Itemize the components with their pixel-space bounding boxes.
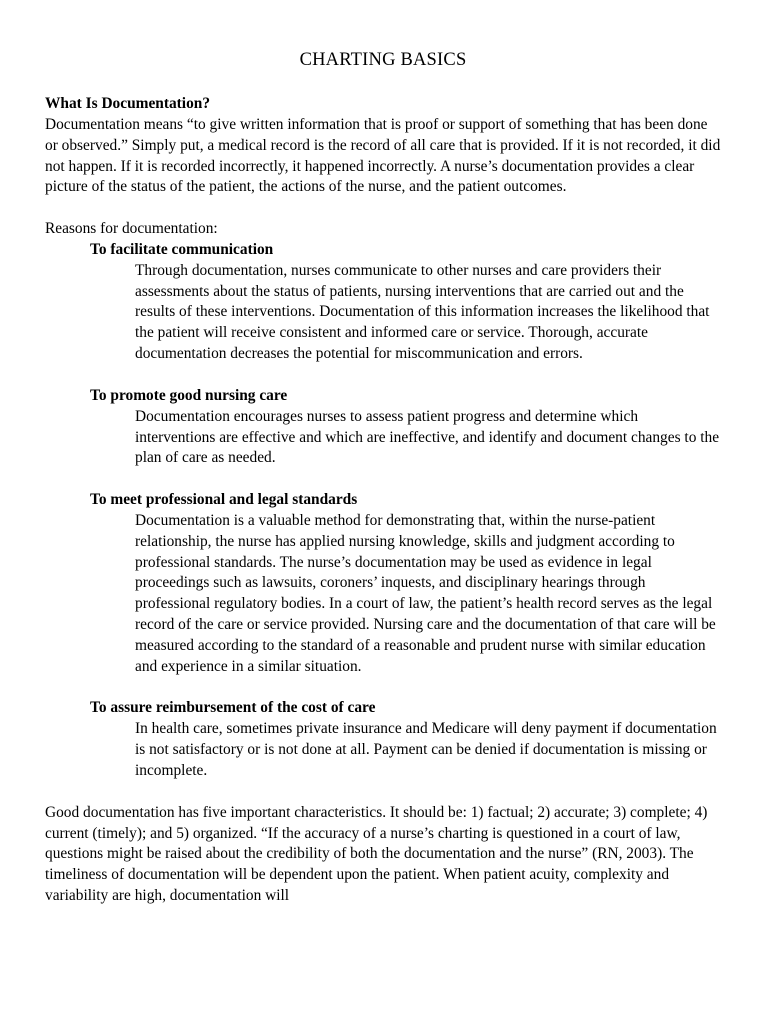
intro-paragraph: Documentation means “to give written information that is proof or support of something that has been done or observed.” Simply put, a medical record is the record of all care that is provided. If it is not recorded, it did not happen. If it is recorded incorrectly, it happened incorrectly. A nurse’s documentation provides a clear picture of the status of the patient, the actions of the nurse, and the patient outcomes. bbox=[45, 115, 721, 196]
document-page bbox=[45, 48, 721, 907]
reason-body: In health care, sometimes private insurance and Medicare will deny payment if documentation is not satisfactory or is not done at all. Payment can be denied if documentation is missing or incomplete. bbox=[135, 720, 717, 779]
reason-block-legal-standards bbox=[45, 490, 721, 678]
reason-heading: To assure reimbursement of the cost of care bbox=[90, 699, 376, 717]
reason-body: Documentation is a valuable method for demonstrating that, within the nurse-patient relationship, the nurse has applied nursing knowledge, skills and judgment according to professional standards. The nurse’s documentation may be used as evidence in legal proceedings such as lawsuits, coroners’ inquests, and disciplinary hearings through professional regulatory bodies. In a court of law, the patient’s health record serves as the legal record of the care or service provided. Nursing care and the documentation of that care will be measured according to the standard of a reasonable and prudent nurse with similar education and experience in a similar situation. bbox=[135, 511, 716, 675]
reason-heading: To promote good nursing care bbox=[90, 386, 288, 404]
closing-paragraph: Good documentation has five important characteristics. It should be: 1) factual; 2) accurate; 3) complete; 4) current (timely); and 5) organized. “If the accuracy of a nurse’s charting is questioned in a court of law, questions might be raised about the credibility of both the documentation and the nurse” (RN, 2003). The timeliness of documentation will be dependent upon the patient. When patient acuity, complexity and variability are high, documentation will bbox=[45, 803, 708, 905]
page-title: CHARTING BASICS bbox=[299, 50, 467, 70]
paragraph-gap bbox=[45, 469, 721, 490]
reason-heading: To meet professional and legal standards bbox=[90, 491, 358, 509]
reason-block-communication bbox=[45, 240, 721, 365]
paragraph-gap bbox=[45, 198, 721, 219]
reason-body: Through documentation, nurses communicate to other nurses and care providers their assessments about the status of patients, nursing interventions that are carried out and the results of these interventions. Documentation of this information increases the likelihood that the patient will receive consistent and informed care or service. Thorough, accurate documentation decreases the potential for miscommunication and errors. bbox=[135, 261, 710, 363]
reason-block-nursing-care bbox=[45, 386, 721, 469]
paragraph-gap bbox=[45, 782, 721, 803]
reason-heading: To facilitate communication bbox=[90, 240, 274, 258]
reason-body: Documentation encourages nurses to assess patient progress and determine which interventions are effective and which are ineffective, and identify and document changes to the plan of care as needed. bbox=[135, 407, 720, 467]
section-heading-what-is-documentation: What Is Documentation? bbox=[45, 95, 211, 112]
reason-block-reimbursement bbox=[45, 698, 721, 781]
reasons-intro: Reasons for documentation: bbox=[45, 220, 218, 238]
paragraph-gap bbox=[45, 365, 721, 386]
paragraph-gap bbox=[45, 678, 721, 699]
